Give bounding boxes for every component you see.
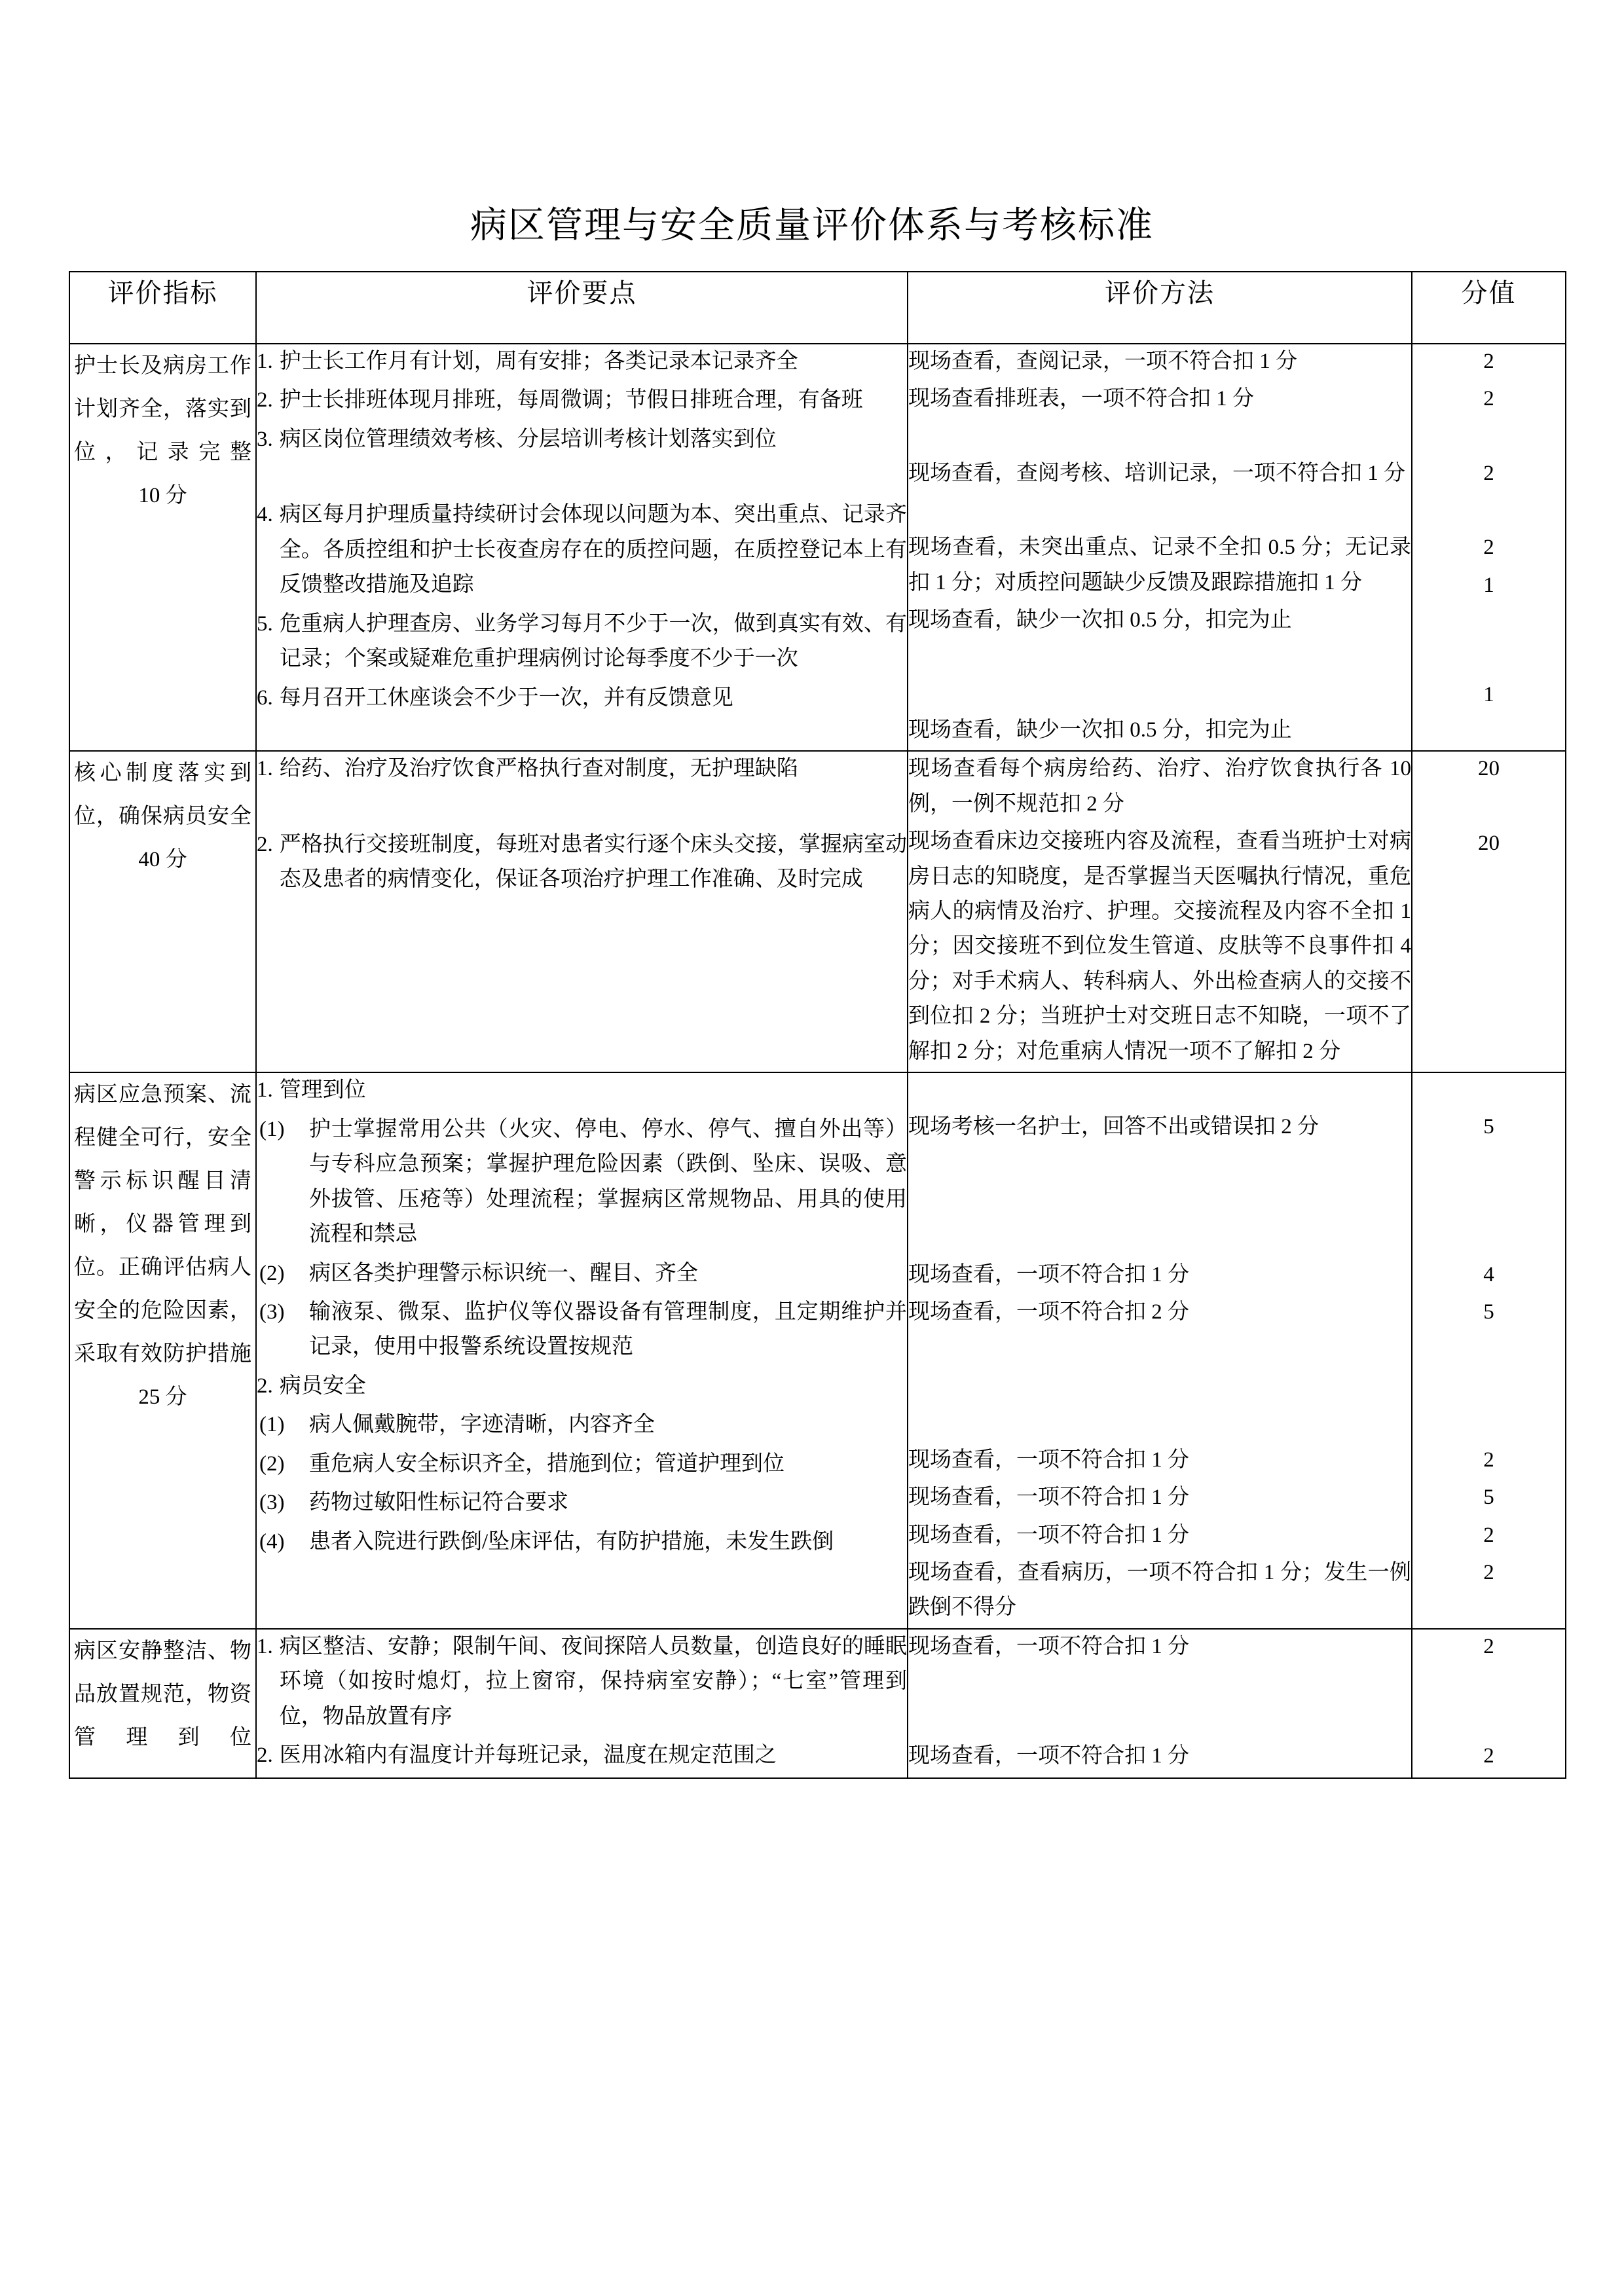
point-item	[257, 1295, 907, 1365]
method-text: 现场查看，一项不符合扣 1 分	[908, 1744, 1189, 1768]
point-number: 2.	[257, 832, 273, 856]
spacer	[1412, 1073, 1565, 1110]
point-number: 1.	[257, 757, 273, 781]
table-header	[69, 272, 1566, 344]
point-text: 病区各类护理警示标识统一、醒目、齐全	[309, 1261, 698, 1285]
spacer	[908, 1667, 1411, 1739]
point-item	[257, 498, 907, 602]
point-item	[257, 422, 907, 457]
point-text: 护士掌握常用公共（火灾、停电、停水、停气、擅自外出等）与专科应急预案；掌握护理危险因素（跌倒、坠床、误吸、意外拔管、压疮等）处理流程；掌握病区常规物品、用具的使用流程和禁忌	[309, 1117, 907, 1247]
score-value: 2	[1483, 1448, 1494, 1472]
point-number: (2)	[259, 1451, 285, 1476]
spacer	[908, 1073, 1411, 1110]
point-number: (1)	[259, 1413, 285, 1437]
method-text: 现场查看，查看病历，一项不符合扣 1 分；发生一例跌倒不得分	[908, 1560, 1411, 1620]
point-number: 3.	[257, 427, 273, 451]
score-cell	[1412, 344, 1566, 751]
score-value: 2	[1483, 461, 1494, 485]
method-text: 现场查看，一项不符合扣 1 分	[908, 1523, 1189, 1547]
spacer	[908, 641, 1411, 713]
indicator-cell	[69, 344, 256, 751]
score-value: 4	[1483, 1262, 1494, 1286]
point-item	[257, 1738, 907, 1773]
spacer	[908, 1148, 1411, 1258]
points-cell	[256, 751, 908, 1072]
method-text: 现场查看，一项不符合扣 2 分	[908, 1300, 1189, 1324]
page-title: 病区管理与安全质量评价体系与考核标准	[470, 206, 1154, 246]
score-cell	[1412, 1072, 1566, 1629]
score-value: 2	[1483, 1523, 1494, 1547]
points-cell	[256, 1072, 908, 1629]
score-value: 2	[1483, 1744, 1494, 1768]
indicator-cell	[69, 1629, 256, 1778]
indicator-name: 核心制度落实到位，确保病员安全	[74, 761, 251, 829]
score-value: 1	[1483, 573, 1494, 597]
point-item	[257, 1447, 907, 1482]
indicator-name: 病区应急预案、流程健全可行，安全警示标识醒目清晰，仪器管理到位。正确评估病人安全的危险因素，采取有效防护措施	[74, 1083, 251, 1366]
point-number: 2.	[257, 1374, 273, 1398]
score-value: 5	[1483, 1485, 1494, 1510]
score-value: 1	[1483, 683, 1494, 707]
point-text: 医用冰箱内有温度计并每班记录，温度在规定范围之	[279, 1743, 777, 1768]
method-text: 现场查看床边交接班内容及流程，查看当班护士对病房日志的知晓度，是否掌握当天医嘱执行情况，重危病人的病情及治疗、护理。交接流程及内容不全扣 1 分；因交接班不到位发生管道、皮肤等不良事件扣 4 分；对手术病人、转科病人、外出检查病人的交接不到位扣 2 分；当班护士对交班日志不知晓，一项不了解扣 2 分；对危重病人情况一项不了解扣 2 分	[908, 829, 1411, 1063]
indicator-name: 护士长及病房工作计划齐全，落实到位，记录完整	[74, 354, 251, 464]
score-value: 20	[1478, 831, 1500, 855]
point-item	[257, 1630, 907, 1734]
point-text: 病区整洁、安静；限制午间、夜间探陪人员数量，创造良好的睡眠环境（如按时熄灯，拉上窗帘，保持病室安静）；“七室”管理到位，物品放置有序	[279, 1634, 907, 1728]
point-number: 2.	[257, 1743, 273, 1768]
table-row	[69, 344, 1566, 751]
indicator-name: 病区安静整洁、物品放置规范，物资管理到位	[74, 1639, 251, 1749]
point-text: 病员安全	[279, 1374, 366, 1398]
point-text: 护士长排班体现月排班，每周微调；节假日排班合理，有备班	[279, 388, 863, 412]
point-number: 1.	[257, 1078, 273, 1102]
point-number: 1.	[257, 350, 273, 373]
point-number: (3)	[259, 1300, 285, 1324]
point-item	[257, 1408, 907, 1442]
method-cell	[908, 1629, 1412, 1778]
spacer	[908, 420, 1411, 456]
point-number: 4.	[257, 503, 273, 527]
spacer	[908, 494, 1411, 530]
point-item	[257, 383, 907, 418]
spacer	[1412, 606, 1565, 678]
point-number: (1)	[259, 1117, 285, 1141]
header-score: 分值	[1412, 272, 1566, 344]
score-value: 2	[1483, 350, 1494, 373]
score-value: 5	[1483, 1115, 1494, 1139]
method-text: 现场查看，未突出重点、记录不全扣 0.5 分；无记录扣 1 分；对质控问题缺少反馈及跟踪措施扣 1 分	[908, 536, 1411, 594]
point-text: 严格执行交接班制度，每班对患者实行逐个床头交接，掌握病室动态及患者的病情变化，保证各项治疗护理工作准确、及时完成	[279, 832, 907, 892]
spacer	[1412, 1667, 1565, 1739]
point-text: 每月召开工休座谈会不少于一次，并有反馈意见	[279, 685, 733, 710]
spacer	[257, 461, 907, 498]
indicator-score: 10 分	[138, 484, 187, 507]
spacer	[1412, 1333, 1565, 1443]
point-text: 给药、治疗及治疗饮食严格执行查对制度，无护理缺陷	[279, 757, 798, 781]
method-text: 现场查看，查阅考核、培训记录，一项不符合扣 1 分	[908, 461, 1405, 485]
points-cell	[256, 1629, 908, 1778]
point-number: 6.	[257, 685, 273, 710]
point-text: 病区岗位管理绩效考核、分层培训考核计划落实到位	[279, 427, 777, 451]
score-value: 5	[1483, 1300, 1494, 1324]
point-item	[257, 607, 907, 677]
point-text: 护士长工作月有计划，周有安排；各类记录本记录齐全	[279, 350, 798, 373]
point-number: 5.	[257, 611, 273, 636]
method-cell	[908, 1072, 1412, 1629]
point-text: 危重病人护理查房、业务学习每月不少于一次，做到真实有效、有记录；个案或疑难危重护理病例讨论每季度不少于一次	[279, 611, 907, 671]
score-value: 2	[1483, 1560, 1494, 1584]
score-value: 20	[1478, 757, 1500, 781]
method-text: 现场查看，缺少一次扣 0.5 分，扣完为止	[908, 718, 1292, 742]
method-text: 现场查看，一项不符合扣 1 分	[908, 1262, 1189, 1286]
point-item	[257, 828, 907, 898]
points-cell	[256, 344, 908, 751]
point-text: 管理到位	[279, 1078, 366, 1102]
point-text: 患者入院进行跌倒/坠床评估，有防护措施，未发生跌倒	[309, 1529, 834, 1554]
score-value: 2	[1483, 387, 1494, 411]
table-row	[69, 1072, 1566, 1629]
point-number: (2)	[259, 1261, 285, 1285]
method-text: 现场查看排班表，一项不符合扣 1 分	[908, 387, 1254, 411]
table-row	[69, 751, 1566, 1072]
indicator-cell	[69, 1072, 256, 1629]
point-item	[257, 681, 907, 716]
table-header-row	[69, 272, 1566, 344]
point-text: 病人佩戴腕带，字迹清晰，内容齐全	[309, 1413, 655, 1437]
table-body	[69, 344, 1566, 1778]
point-number: (3)	[259, 1491, 285, 1515]
score-value: 2	[1483, 1634, 1494, 1658]
point-item	[257, 1485, 907, 1520]
method-text: 现场查看，一项不符合扣 1 分	[908, 1634, 1189, 1658]
method-text: 现场查看，缺少一次扣 0.5 分，扣完为止	[908, 608, 1292, 632]
method-cell	[908, 344, 1412, 751]
method-cell	[908, 751, 1412, 1072]
spacer	[257, 791, 907, 828]
point-item	[257, 1256, 907, 1291]
spacer	[908, 1333, 1411, 1443]
indicator-score: 40 分	[138, 848, 187, 872]
point-number: (4)	[259, 1529, 285, 1554]
score-cell	[1412, 751, 1566, 1072]
point-number: 1.	[257, 1634, 273, 1658]
point-text: 重危病人安全标识齐全，措施到位；管道护理到位	[309, 1451, 784, 1476]
header-method: 评价方法	[908, 272, 1412, 344]
spacer	[1412, 1148, 1565, 1258]
method-text: 现场查看，一项不符合扣 1 分	[908, 1485, 1189, 1510]
point-item	[257, 1073, 907, 1108]
point-number: 2.	[257, 388, 273, 412]
point-text: 病区每月护理质量持续研讨会体现以问题为本、突出重点、记录齐全。各质控组和护士长夜查房存在的质控问题，在质控登记本上有反馈整改措施及追踪	[279, 503, 907, 597]
spacer	[1412, 420, 1565, 456]
indicator-cell	[69, 751, 256, 1072]
indicator-score: 25 分	[138, 1385, 187, 1410]
spacer	[1412, 790, 1565, 826]
point-text: 输液泵、微泵、监护仪等仪器设备有管理制度，且定期维护并记录，使用中报警系统设置按规范	[309, 1300, 907, 1359]
method-text: 现场查看，查阅记录，一项不符合扣 1 分	[908, 350, 1297, 373]
header-indicator: 评价指标	[69, 272, 256, 344]
spacer	[1412, 494, 1565, 530]
point-item	[257, 752, 907, 786]
method-text: 现场查看，一项不符合扣 1 分	[908, 1448, 1189, 1472]
point-text: 药物过敏阳性标记符合要求	[309, 1491, 568, 1515]
score-cell	[1412, 1629, 1566, 1778]
point-item	[257, 344, 907, 379]
scoring-table	[69, 271, 1566, 1779]
table-row	[69, 1629, 1566, 1778]
header-points: 评价要点	[256, 272, 908, 344]
point-item	[257, 1369, 907, 1404]
point-item	[257, 1525, 907, 1559]
score-value: 2	[1483, 536, 1494, 560]
method-text: 现场查看每个病房给药、治疗、治疗饮食执行各 10 例，一例不规范扣 2 分	[908, 757, 1411, 816]
point-item	[257, 1112, 907, 1252]
method-text: 现场考核一名护士，回答不出或错误扣 2 分	[908, 1115, 1319, 1139]
